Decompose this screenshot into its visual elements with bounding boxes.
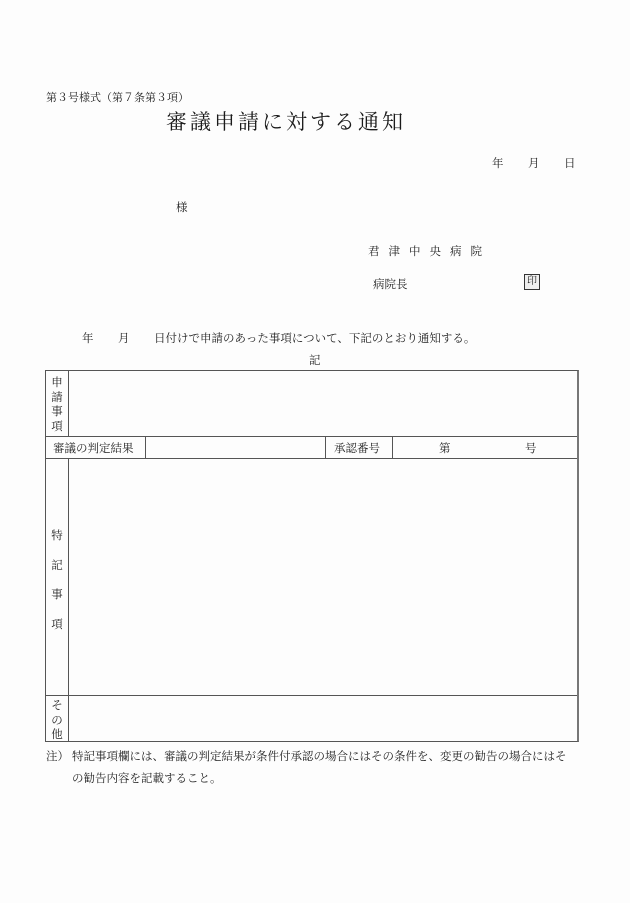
intro-year: 年 xyxy=(82,331,94,345)
approval-number-label: 承認番号 xyxy=(334,441,380,455)
note-line-2: の勧告内容を記載すること。 xyxy=(72,771,222,785)
date-year: 年 xyxy=(492,156,504,170)
sender-organization: 君津中央病院 xyxy=(368,244,491,258)
approval-number-field[interactable] xyxy=(456,437,521,458)
col-divider xyxy=(325,436,326,458)
special-notes-label: 特 記 事 項 xyxy=(51,528,63,631)
approval-number-prefix: 第 xyxy=(439,441,451,455)
ki-heading: 記 xyxy=(309,353,321,367)
application-items-field[interactable] xyxy=(69,371,577,436)
other-label: そ の 他 xyxy=(51,698,63,741)
form-number: 第３号様式（第７条第３項） xyxy=(46,91,189,104)
recipient-suffix: 様 xyxy=(176,200,188,214)
document-title: 審議申請に対する通知 xyxy=(166,110,406,134)
application-items-label: 申 請 事 項 xyxy=(51,375,63,433)
other-field[interactable] xyxy=(69,696,577,742)
note-line-1: 特記事項欄には、審議の判定結果が条件付承認の場合にはその条件を、変更の勧告の場合にはそ xyxy=(72,749,567,763)
intro-month: 月 xyxy=(118,331,130,345)
intro-text: 日付けで申請のあった事項について、下記のとおり通知する。 xyxy=(154,331,476,345)
notice-table xyxy=(45,370,579,742)
approval-number-suffix: 号 xyxy=(525,441,537,455)
judgment-label: 審議の判定結果 xyxy=(53,441,134,455)
note-marker: 注） xyxy=(46,749,69,763)
date-month: 月 xyxy=(528,156,540,170)
date-day: 日 xyxy=(564,156,576,170)
judgment-field[interactable] xyxy=(146,437,325,458)
col-divider xyxy=(392,436,393,458)
seal-icon: 印 xyxy=(524,274,540,290)
special-notes-field[interactable] xyxy=(69,459,577,695)
sender-position: 病院長 xyxy=(373,277,408,291)
